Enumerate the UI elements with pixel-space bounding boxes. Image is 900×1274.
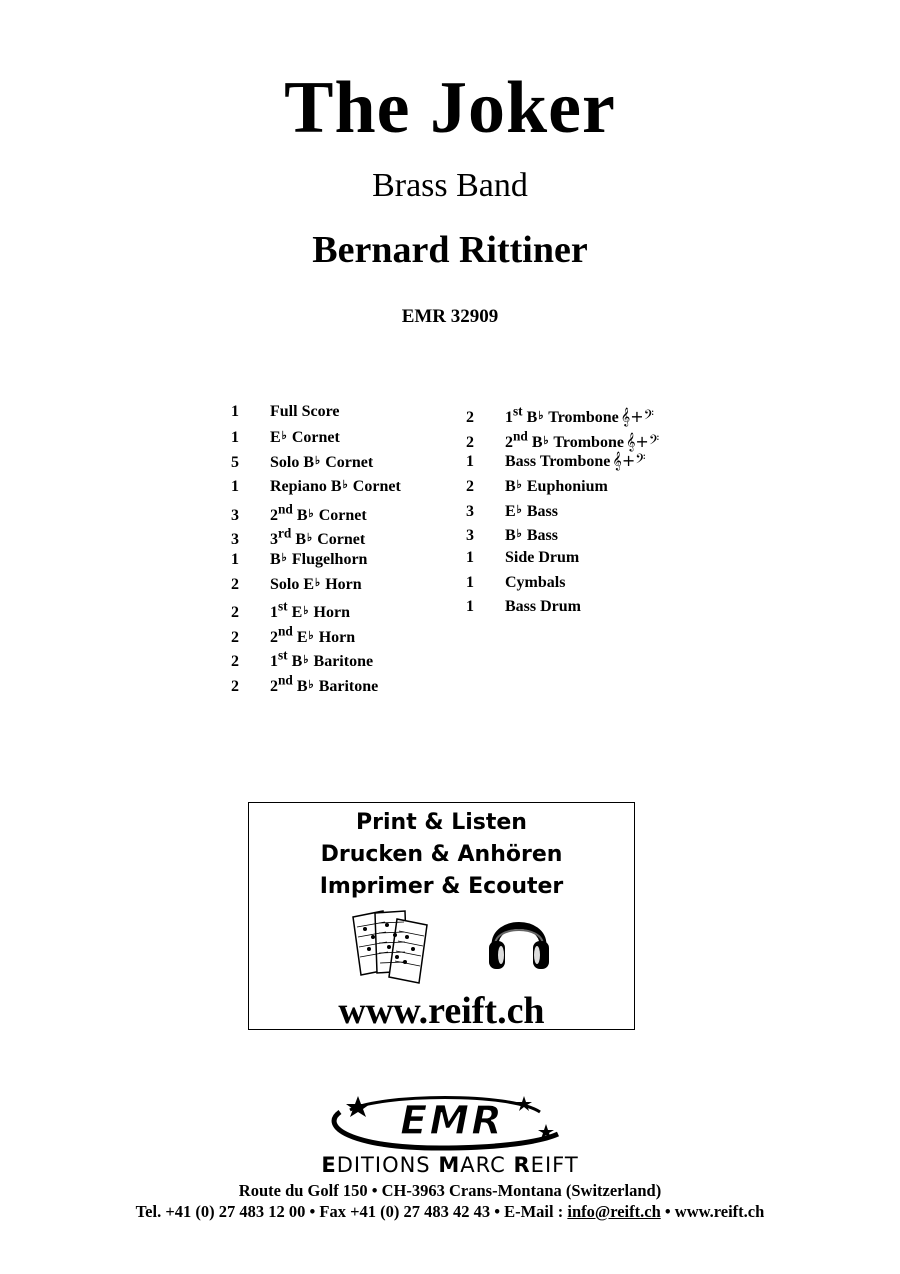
part-name (270, 672, 379, 695)
promo-icons (249, 903, 634, 985)
page-title: The Joker (284, 67, 616, 149)
part-name (270, 403, 339, 420)
email-link[interactable]: info@reift.ch (567, 1202, 661, 1221)
part-instrument: Bass Trombone (505, 452, 611, 470)
svg-text:EMR: EMR (400, 1098, 504, 1144)
flat-sign: ♭ (281, 552, 287, 565)
part-row (466, 595, 659, 619)
part-prefix: 1 (270, 604, 278, 622)
promo-line: Print & Listen (356, 810, 527, 835)
part-instrument: Cornet (317, 531, 366, 549)
flat-sign: ♭ (516, 503, 522, 516)
flat-sign: ♭ (307, 532, 313, 545)
clef-icon: 𝄞+𝄢 (620, 407, 654, 427)
part-name (505, 453, 610, 470)
part-prefix: 2 (270, 677, 278, 695)
part-instrument: Cornet (325, 453, 374, 471)
promo-url[interactable]: www.reift.ch (338, 990, 545, 1032)
parts-list-left (231, 400, 401, 693)
part-prefix: Solo (270, 575, 300, 593)
part-name (270, 551, 367, 568)
publisher-name (0, 1152, 900, 1178)
part-prefix: 1 (270, 653, 278, 671)
part-instrument: Side Drum (505, 549, 580, 567)
part-quantity: 1 (231, 551, 239, 569)
part-key: B (531, 433, 543, 451)
part-name (505, 574, 565, 591)
part-key: B (526, 409, 538, 427)
part-key: E (291, 604, 303, 622)
part-row (231, 571, 401, 595)
flat-sign: ♭ (308, 507, 314, 520)
part-instrument: Cornet (318, 506, 367, 524)
clef-icon: 𝄞+𝄢 (625, 431, 660, 451)
clef-icon: 𝄞+𝄢 (612, 450, 646, 470)
part-instrument: Bass (526, 526, 558, 544)
part-row (231, 546, 401, 570)
part-quantity: 2 (231, 604, 239, 622)
part-instrument: Trombone (548, 409, 619, 427)
part-instrument: Cornet (352, 478, 401, 496)
part-row (466, 424, 660, 451)
flat-sign: ♭ (281, 430, 287, 443)
flat-sign: ♭ (315, 576, 321, 589)
part-instrument: Cornet (291, 429, 340, 447)
part-row (466, 473, 659, 497)
part-quantity: 2 (466, 478, 474, 496)
part-instrument: Bass Drum (505, 598, 582, 616)
contact-website: • www.reift.ch (660, 1202, 765, 1221)
part-ordinal: st (513, 404, 523, 419)
part-row (466, 546, 659, 570)
part-instrument: Horn (318, 628, 356, 646)
publisher-initial: R (513, 1153, 531, 1177)
part-quantity: 1 (466, 573, 474, 591)
part-ordinal: nd (278, 623, 293, 639)
part-ordinal: st (278, 599, 288, 615)
publisher-initial: M (438, 1153, 461, 1177)
promo-line: Drucken & Anhören (320, 842, 563, 867)
part-name (505, 503, 558, 520)
parts-list-right (466, 400, 659, 620)
part-name (505, 478, 608, 495)
part-key: B (295, 531, 307, 549)
flat-sign: ♭ (308, 629, 314, 642)
part-row (466, 571, 659, 595)
part-key: B (505, 478, 516, 496)
catalog-number: EMR 32909 (401, 306, 499, 327)
part-quantity: 2 (231, 653, 239, 671)
part-quantity: 3 (466, 502, 474, 520)
part-prefix: 2 (270, 628, 278, 646)
part-instrument: Flugelhorn (291, 551, 368, 569)
part-quantity: 1 (466, 549, 474, 567)
part-key: B (303, 453, 315, 471)
part-ordinal: nd (513, 428, 528, 444)
composer-name: Bernard Rittiner (312, 229, 588, 271)
part-name (505, 527, 558, 544)
part-row (231, 498, 401, 522)
part-name (270, 454, 373, 471)
part-key: E (296, 628, 308, 646)
part-quantity: 3 (466, 526, 474, 544)
part-instrument: Baritone (313, 653, 374, 671)
flat-sign: ♭ (516, 479, 522, 492)
part-ordinal: nd (278, 672, 293, 688)
part-key: E (505, 502, 516, 520)
part-ordinal: nd (278, 501, 293, 517)
flat-sign: ♭ (538, 410, 544, 423)
part-row (231, 424, 401, 448)
part-row (466, 522, 659, 546)
flat-sign: ♭ (342, 479, 348, 492)
publisher-word: DITIONS (336, 1153, 431, 1177)
part-instrument: Euphonium (526, 478, 608, 496)
promo-text (249, 807, 634, 903)
emr-logo (310, 1090, 570, 1154)
part-prefix: Repiano (270, 478, 327, 496)
part-name (270, 599, 350, 622)
part-key: E (303, 575, 315, 593)
part-name (270, 429, 340, 446)
part-quantity: 2 (231, 575, 239, 593)
publisher-word: EIFT (530, 1153, 579, 1177)
part-name (505, 598, 581, 615)
promo-line: Imprimer & Ecouter (319, 874, 564, 899)
part-prefix: 2 (270, 506, 278, 524)
flat-sign: ♭ (303, 654, 309, 667)
part-key: B (296, 506, 308, 524)
part-row (231, 644, 401, 671)
part-ordinal: st (278, 647, 288, 663)
part-instrument: Horn (313, 604, 350, 622)
flat-sign: ♭ (303, 605, 309, 618)
part-instrument: Bass (526, 502, 558, 520)
part-quantity: 5 (231, 453, 239, 471)
part-row (466, 498, 659, 522)
part-prefix: 1 (505, 409, 513, 427)
part-instrument: Trombone (553, 433, 624, 451)
part-quantity: 1 (231, 478, 239, 496)
part-key: E (270, 429, 281, 447)
publisher-word: ARC (460, 1153, 506, 1177)
part-row (231, 620, 401, 644)
part-key: B (505, 526, 516, 544)
part-instrument: Full Score (270, 403, 340, 420)
headphones-icon (487, 905, 551, 975)
part-ordinal: rd (278, 525, 292, 541)
part-quantity: 3 (231, 531, 239, 549)
part-row (466, 449, 659, 473)
part-quantity: 1 (231, 403, 239, 420)
part-row (231, 522, 401, 549)
flat-sign: ♭ (516, 527, 522, 540)
flat-sign: ♭ (543, 434, 549, 447)
part-quantity: 1 (231, 429, 239, 447)
print-listen-box[interactable] (248, 802, 635, 1030)
part-instrument: Cymbals (505, 573, 566, 591)
part-quantity: 2 (231, 677, 239, 695)
part-key: B (330, 478, 342, 496)
part-name (505, 549, 579, 566)
publisher-contact (0, 1201, 900, 1223)
part-row (231, 473, 401, 497)
part-row (231, 595, 401, 622)
part-row (466, 400, 659, 427)
publisher-initial: E (321, 1153, 337, 1177)
part-prefix: 2 (505, 433, 513, 451)
part-key: B (296, 677, 308, 695)
sheet-music-icon (349, 907, 439, 985)
part-quantity: 2 (466, 409, 474, 427)
part-row (231, 449, 401, 473)
part-quantity: 3 (231, 506, 239, 524)
part-instrument: Baritone (318, 677, 379, 695)
part-quantity: 2 (231, 628, 239, 646)
part-name (270, 576, 362, 593)
part-prefix: Solo (270, 453, 300, 471)
part-key: B (291, 653, 303, 671)
ensemble-subtitle: Brass Band (372, 167, 528, 204)
publisher-address: Route du Golf 150 • CH-3963 Crans-Montana (Switzerland) (238, 1181, 662, 1200)
part-row (231, 400, 401, 424)
part-instrument: Horn (325, 575, 362, 593)
flat-sign: ♭ (315, 454, 321, 467)
flat-sign: ♭ (308, 678, 314, 691)
part-quantity: 1 (466, 598, 474, 616)
part-prefix: 3 (270, 531, 278, 549)
contact-phone-fax: Tel. +41 (0) 27 483 12 00 • Fax +41 (0) 27 483 42 43 • E-Mail : (135, 1202, 568, 1221)
part-quantity: 1 (466, 452, 474, 470)
part-quantity: 2 (466, 433, 474, 451)
part-name (270, 478, 401, 495)
part-key: B (270, 551, 281, 569)
part-row (231, 668, 401, 695)
